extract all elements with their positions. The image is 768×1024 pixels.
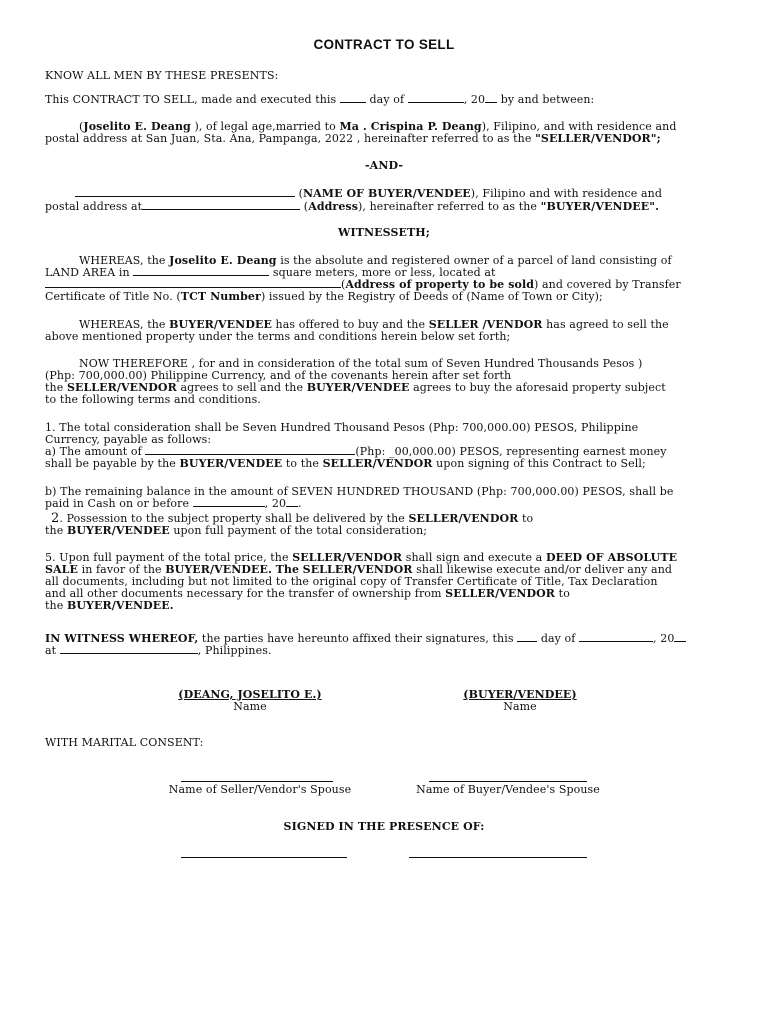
seller-spouse-caption: Name of Seller/Vendor's Spouse [168, 783, 352, 796]
buyer-paragraph-line2: postal address at (Address), hereinafter referred to as the "BUYER/VENDEE". [45, 200, 660, 213]
witness1-signature-line [181, 857, 347, 858]
item5-line3: all documents, including but not limited to the original copy of Transfer Certificate of Title, Tax Declaration [45, 575, 658, 588]
now-therefore-line3: the SELLER/VENDOR agrees to sell and the BUYER/VENDEE agrees to buy the aforesaid property subject [45, 381, 666, 394]
now-therefore-line2: (Php: 700,000.00) Philippine Currency, and of the covenants herein after set forth [45, 369, 512, 382]
whereas1-line4: Certificate of Title No. (TCT Number) issued by the Registry of Deeds of (Name of Town or City); [45, 290, 603, 303]
item-b-line2: paid in Cash on or before , 20 . [45, 497, 302, 510]
seller-paragraph-line2: postal address at San Juan, Sta. Ana, Pampanga, 2022 , hereinafter referred to as the "SELLER/VENDOR"; [45, 132, 661, 145]
and-separator: -AND- [365, 159, 403, 172]
seller-paragraph-line1: (Joselito E. Deang ), of legal age,married to Ma . Crispina P. Deang), Filipino, and with residence and [79, 120, 677, 133]
buyer-spouse-caption: Name of Buyer/Vendee's Spouse [416, 783, 600, 796]
witness2-signature-line [409, 857, 587, 858]
item5-line5: the BUYER/VENDEE. [45, 599, 174, 612]
witness-line1: IN WITNESS WHEREOF, the parties have hereunto affixed their signatures, this day of , 20 [45, 632, 686, 645]
signed-presence-heading: SIGNED IN THE PRESENCE OF: [283, 820, 485, 833]
seller-signature-caption: Name [233, 700, 267, 713]
now-therefore-line4: to the following terms and conditions. [45, 393, 261, 406]
item1-line1: 1. The total consideration shall be Seven Hundred Thousand Pesos (Php: 700,000.00) PESOS, Philippine [45, 421, 639, 434]
item1-line4: shall be payable by the BUYER/VENDEE to the SELLER/VENDOR upon signing of this Contract to Sell; [45, 457, 646, 470]
document-title: CONTRACT TO SELL [313, 37, 455, 52]
now-therefore-line1: NOW THEREFORE , for and in consideration of the total sum of Seven Hundred Thousands Pesos ) [79, 357, 643, 370]
whereas2-line1: WHEREAS, the BUYER/VENDEE has offered to buy and the SELLER /VENDOR has agreed to sell the [79, 318, 669, 331]
seller-signature-name: (DEANG, JOSELITO E.) [178, 688, 322, 701]
buyer-signature-caption: Name [503, 700, 537, 713]
item-b-line1: b) The remaining balance in the amount of SEVEN HUNDRED THOUSAND (Php: 700,000.00) PESOS, shall be [45, 485, 674, 498]
buyer-signature-name: (BUYER/VENDEE) [463, 688, 577, 701]
item5-line4: and all other documents necessary for the transfer of ownership from SELLER/VENDOR to [45, 587, 570, 600]
item5-line1: 5. Upon full payment of the total price, the SELLER/VENDOR shall sign and execute a DEED OF ABSOLUTE [45, 551, 678, 564]
item5-line2: SALE in favor of the BUYER/VENDEE. The SELLER/VENDOR shall likewise execute and/or deliver any and [45, 563, 673, 576]
whereas1-line3: (Address of property to be sold) and covered by Transfer [45, 278, 681, 291]
whereas2-line2: above mentioned property under the terms and conditions herein below set forth; [45, 330, 511, 343]
witness-line2: at , Philippines. [45, 644, 272, 657]
seller-spouse-signature-line [181, 781, 333, 782]
whereas1-line1: WHEREAS, the Joselito E. Deang is the absolute and registered owner of a parcel of land consisting of [79, 254, 672, 267]
seller-spouse-name: Ma . Crispina P. Deang [339, 120, 482, 133]
item2-line1: 2. Possession to the subject property shall be delivered by the SELLER/VENDOR to [51, 511, 534, 526]
intro-line: KNOW ALL MEN BY THESE PRESENTS: [45, 69, 279, 82]
made-line: This CONTRACT TO SELL, made and executed this day of , 20 by and between: [45, 93, 595, 106]
whereas1-line2: LAND AREA in square meters, more or less, located at [45, 266, 496, 279]
item1-line3: a) The amount of (Php: _00,000.00) PESOS, representing earnest money [45, 445, 667, 458]
item2-line2: the BUYER/VENDEE upon full payment of the total consideration; [45, 524, 428, 537]
item1-line2: Currency, payable as follows: [45, 433, 212, 446]
seller-name: Joselito E. Deang [83, 120, 191, 133]
buyer-spouse-signature-line [429, 781, 587, 782]
witnesseth-heading: WITNESSETH; [338, 226, 430, 239]
marital-consent-heading: WITH MARITAL CONSENT: [45, 736, 204, 749]
buyer-paragraph-line1: (NAME OF BUYER/VENDEE), Filipino and with residence and [75, 187, 662, 200]
